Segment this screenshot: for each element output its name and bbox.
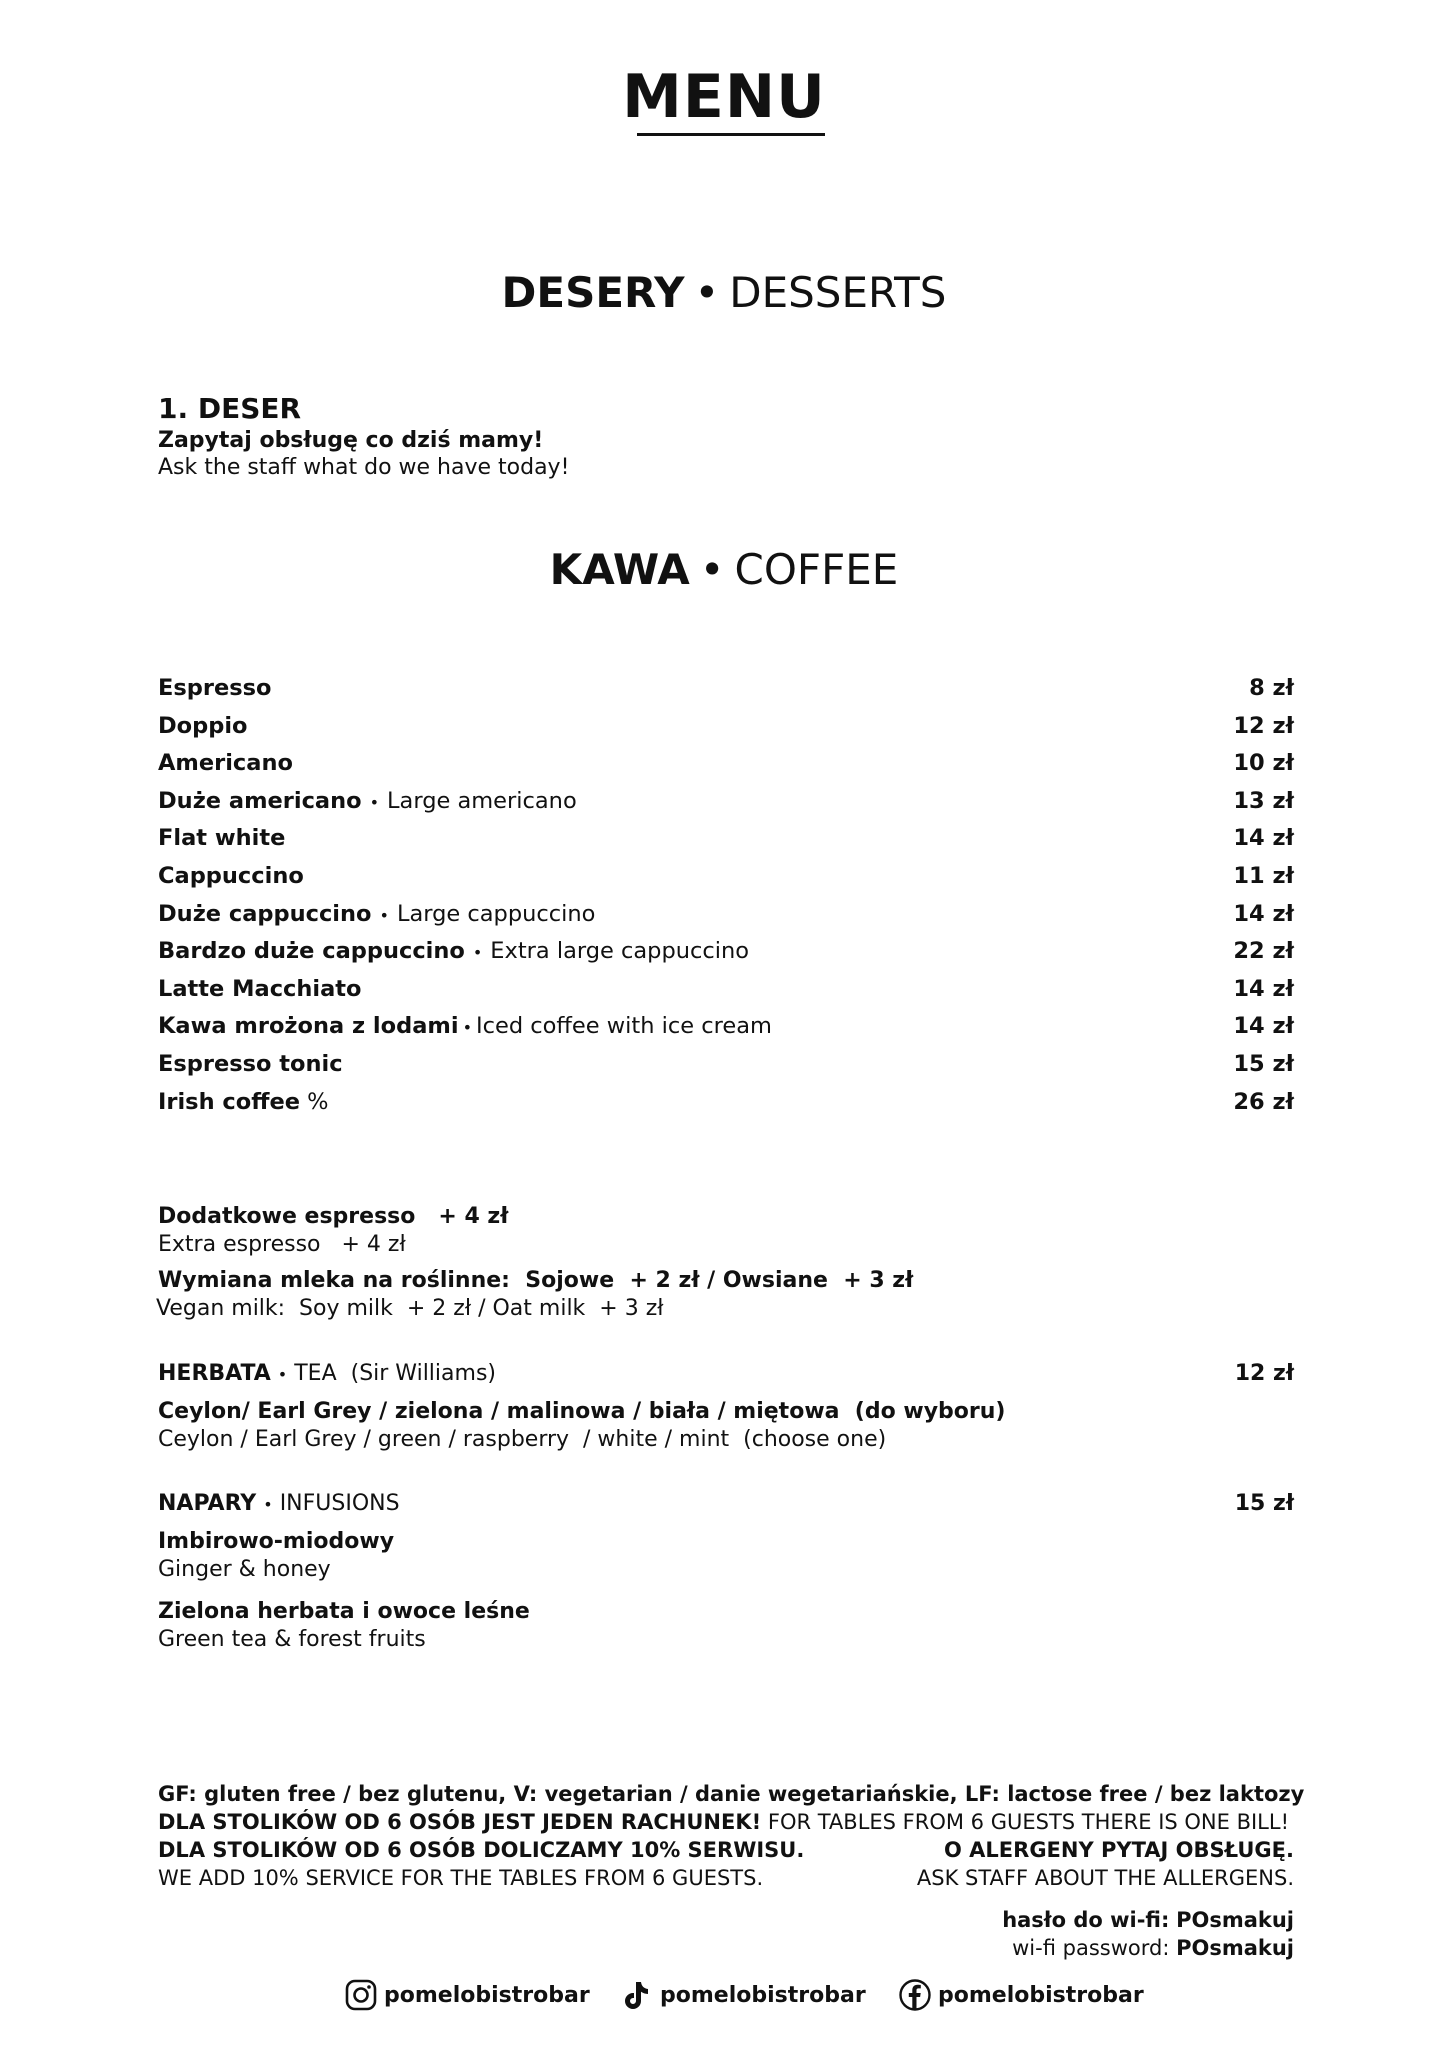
infusion-name-en: Green tea & forest fruits	[158, 1627, 426, 1652]
desserts-heading-pl: DESERY	[501, 268, 685, 317]
item-price: 13 zł	[1233, 787, 1294, 814]
item-price: 15 zł	[1233, 1050, 1294, 1077]
wifi-password-en	[1012, 1936, 1294, 1960]
coffee-heading-en: COFFEE	[734, 545, 899, 594]
item-name-en: Large cappuccino	[396, 900, 596, 927]
wifi-label-pl: hasło do wi-fi:	[1002, 1908, 1170, 1932]
instagram-icon	[344, 1978, 378, 2012]
item-price: 22 zł	[1233, 938, 1294, 965]
tiktok-handle: pomelobistrobar	[660, 1982, 866, 2008]
service-charge-en: WE ADD 10% SERVICE FOR THE TABLES FROM 6 GUESTS.	[158, 1866, 764, 1890]
item-price: 26 zł	[1233, 1088, 1294, 1115]
menu-item	[158, 788, 1294, 826]
coffee-section-heading	[0, 545, 1448, 594]
item-name-en: Large americano	[387, 787, 577, 814]
menu-item	[158, 825, 1294, 863]
one-bill-pl: DLA STOLIKÓW OD 6 OSÓB JEST JEDEN RACHUNEK!	[158, 1810, 762, 1834]
bullet: •	[277, 1365, 288, 1384]
bullet: •	[369, 792, 380, 812]
item-price: 11 zł	[1233, 862, 1294, 889]
tea-price: 12 zł	[1234, 1361, 1294, 1386]
instagram-handle: pomelobistrobar	[384, 1982, 590, 2008]
tiktok-link[interactable]	[620, 1978, 866, 2012]
menu-item	[158, 1051, 1294, 1089]
instagram-link[interactable]	[344, 1978, 590, 2012]
allergens-en: ASK STAFF ABOUT THE ALLERGENS.	[916, 1866, 1294, 1890]
menu-item	[158, 938, 1294, 976]
tea-options-en: Ceylon / Earl Grey / green / raspberry / white / mint (choose one)	[158, 1427, 887, 1452]
item-price: 8 zł	[1249, 675, 1294, 701]
bullet: •	[379, 905, 389, 925]
vegan-milk-pl: Wymiana mleka na roślinne: Sojowe + 2 zł / Owsiane + 3 zł	[158, 1268, 914, 1293]
title-underline	[637, 133, 825, 136]
tiktok-icon	[620, 1978, 654, 2012]
bullet: •	[472, 943, 483, 963]
menu-item	[158, 750, 1294, 788]
extra-espresso-en: Extra espresso + 4 zł	[158, 1232, 406, 1257]
dessert-name: 1. DESER	[158, 392, 302, 425]
infusion-name-pl: Imbirowo-miodowy	[158, 1529, 395, 1554]
item-price: 12 zł	[1233, 712, 1294, 739]
tea-heading-en: TEA (Sir Williams)	[294, 1361, 496, 1386]
infusion-name-pl: Zielona herbata i owoce leśne	[158, 1599, 530, 1624]
item-name-pl: Flat white	[158, 825, 286, 852]
item-price: 10 zł	[1233, 750, 1294, 777]
bullet: •	[699, 545, 725, 594]
infusions-price: 15 zł	[1234, 1491, 1294, 1516]
menu-item	[158, 713, 1294, 751]
desserts-heading-en: DESSERTS	[729, 268, 947, 317]
extra-espresso-pl: Dodatkowe espresso + 4 zł	[158, 1204, 509, 1229]
facebook-handle: pomelobistrobar	[938, 1982, 1144, 2008]
infusions-heading	[158, 1491, 1294, 1516]
facebook-icon	[898, 1978, 932, 2012]
item-name-pl: Kawa mrożona z lodami	[158, 1013, 459, 1040]
menu-item	[158, 863, 1294, 901]
service-charge-pl: DLA STOLIKÓW OD 6 OSÓB DOLICZAMY 10% SERWISU.	[158, 1838, 805, 1862]
item-name-en: Iced coffee with ice cream	[476, 1013, 772, 1040]
allergens-pl: O ALERGENY PYTAJ OBSŁUGĘ.	[944, 1838, 1294, 1862]
menu-item	[158, 976, 1294, 1014]
vegan-milk-en: Vegan milk: Soy milk + 2 zł / Oat milk + 3 zł	[156, 1296, 664, 1321]
dessert-description-en: Ask the staff what do we have today!	[158, 455, 570, 480]
item-name-pl: Duże americano	[158, 787, 362, 814]
menu-item	[158, 675, 1294, 713]
tea-options-pl: Ceylon/ Earl Grey / zielona / malinowa / biała / miętowa (do wyboru)	[158, 1399, 1006, 1424]
item-name-pl: Cappuccino	[158, 862, 304, 889]
item-price: 14 zł	[1233, 825, 1294, 852]
wifi-password: POsmakuj	[1176, 1936, 1294, 1960]
wifi-password: POsmakuj	[1176, 1908, 1294, 1932]
wifi-label-en: wi-fi password:	[1012, 1936, 1170, 1960]
infusions-heading-pl: NAPARY	[158, 1491, 257, 1516]
item-name-pl: Espresso tonic	[158, 1050, 343, 1077]
item-name-pl: Americano	[158, 750, 293, 777]
item-name-pl: Latte Macchiato	[158, 975, 362, 1002]
one-bill-en: FOR TABLES FROM 6 GUESTS THERE IS ONE BILL!	[767, 1810, 1290, 1834]
bullet: •	[694, 268, 720, 317]
tea-heading-pl: HERBATA	[158, 1361, 271, 1386]
menu-item	[158, 1089, 1294, 1127]
item-name-pl: Bardzo duże cappuccino	[158, 938, 465, 965]
item-name-pl: Espresso	[158, 675, 272, 701]
tea-heading	[158, 1361, 1294, 1386]
menu-item	[158, 1013, 1294, 1051]
item-name-pl: Doppio	[158, 712, 248, 739]
infusion-name-en: Ginger & honey	[158, 1557, 331, 1582]
item-price: 14 zł	[1233, 900, 1294, 927]
bullet: •	[263, 1495, 273, 1514]
desserts-section-heading	[0, 268, 1448, 317]
item-price: 14 zł	[1233, 1013, 1294, 1040]
facebook-link[interactable]	[898, 1978, 1144, 2012]
dessert-description-pl: Zapytaj obsługę co dziś mamy!	[158, 428, 544, 453]
infusions-heading-en: INFUSIONS	[279, 1491, 400, 1516]
page-title: MENU	[622, 62, 826, 132]
alcohol-mark: %	[307, 1088, 329, 1115]
item-name-pl: Irish coffee	[158, 1088, 300, 1115]
coffee-menu-list	[158, 675, 1294, 1126]
one-bill-notice	[158, 1810, 1289, 1834]
item-name-en: Extra large cappuccino	[490, 938, 750, 965]
coffee-heading-pl: KAWA	[549, 545, 690, 594]
wifi-password-pl	[1002, 1908, 1294, 1932]
item-price: 14 zł	[1233, 975, 1294, 1002]
item-name-pl: Duże cappuccino	[158, 900, 372, 927]
diet-legend: GF: gluten free / bez glutenu, V: vegetarian / danie wegetariańskie, LF: lactose free / bez laktozy	[158, 1782, 1305, 1806]
bullet: •	[462, 1018, 472, 1038]
menu-item	[158, 901, 1294, 939]
